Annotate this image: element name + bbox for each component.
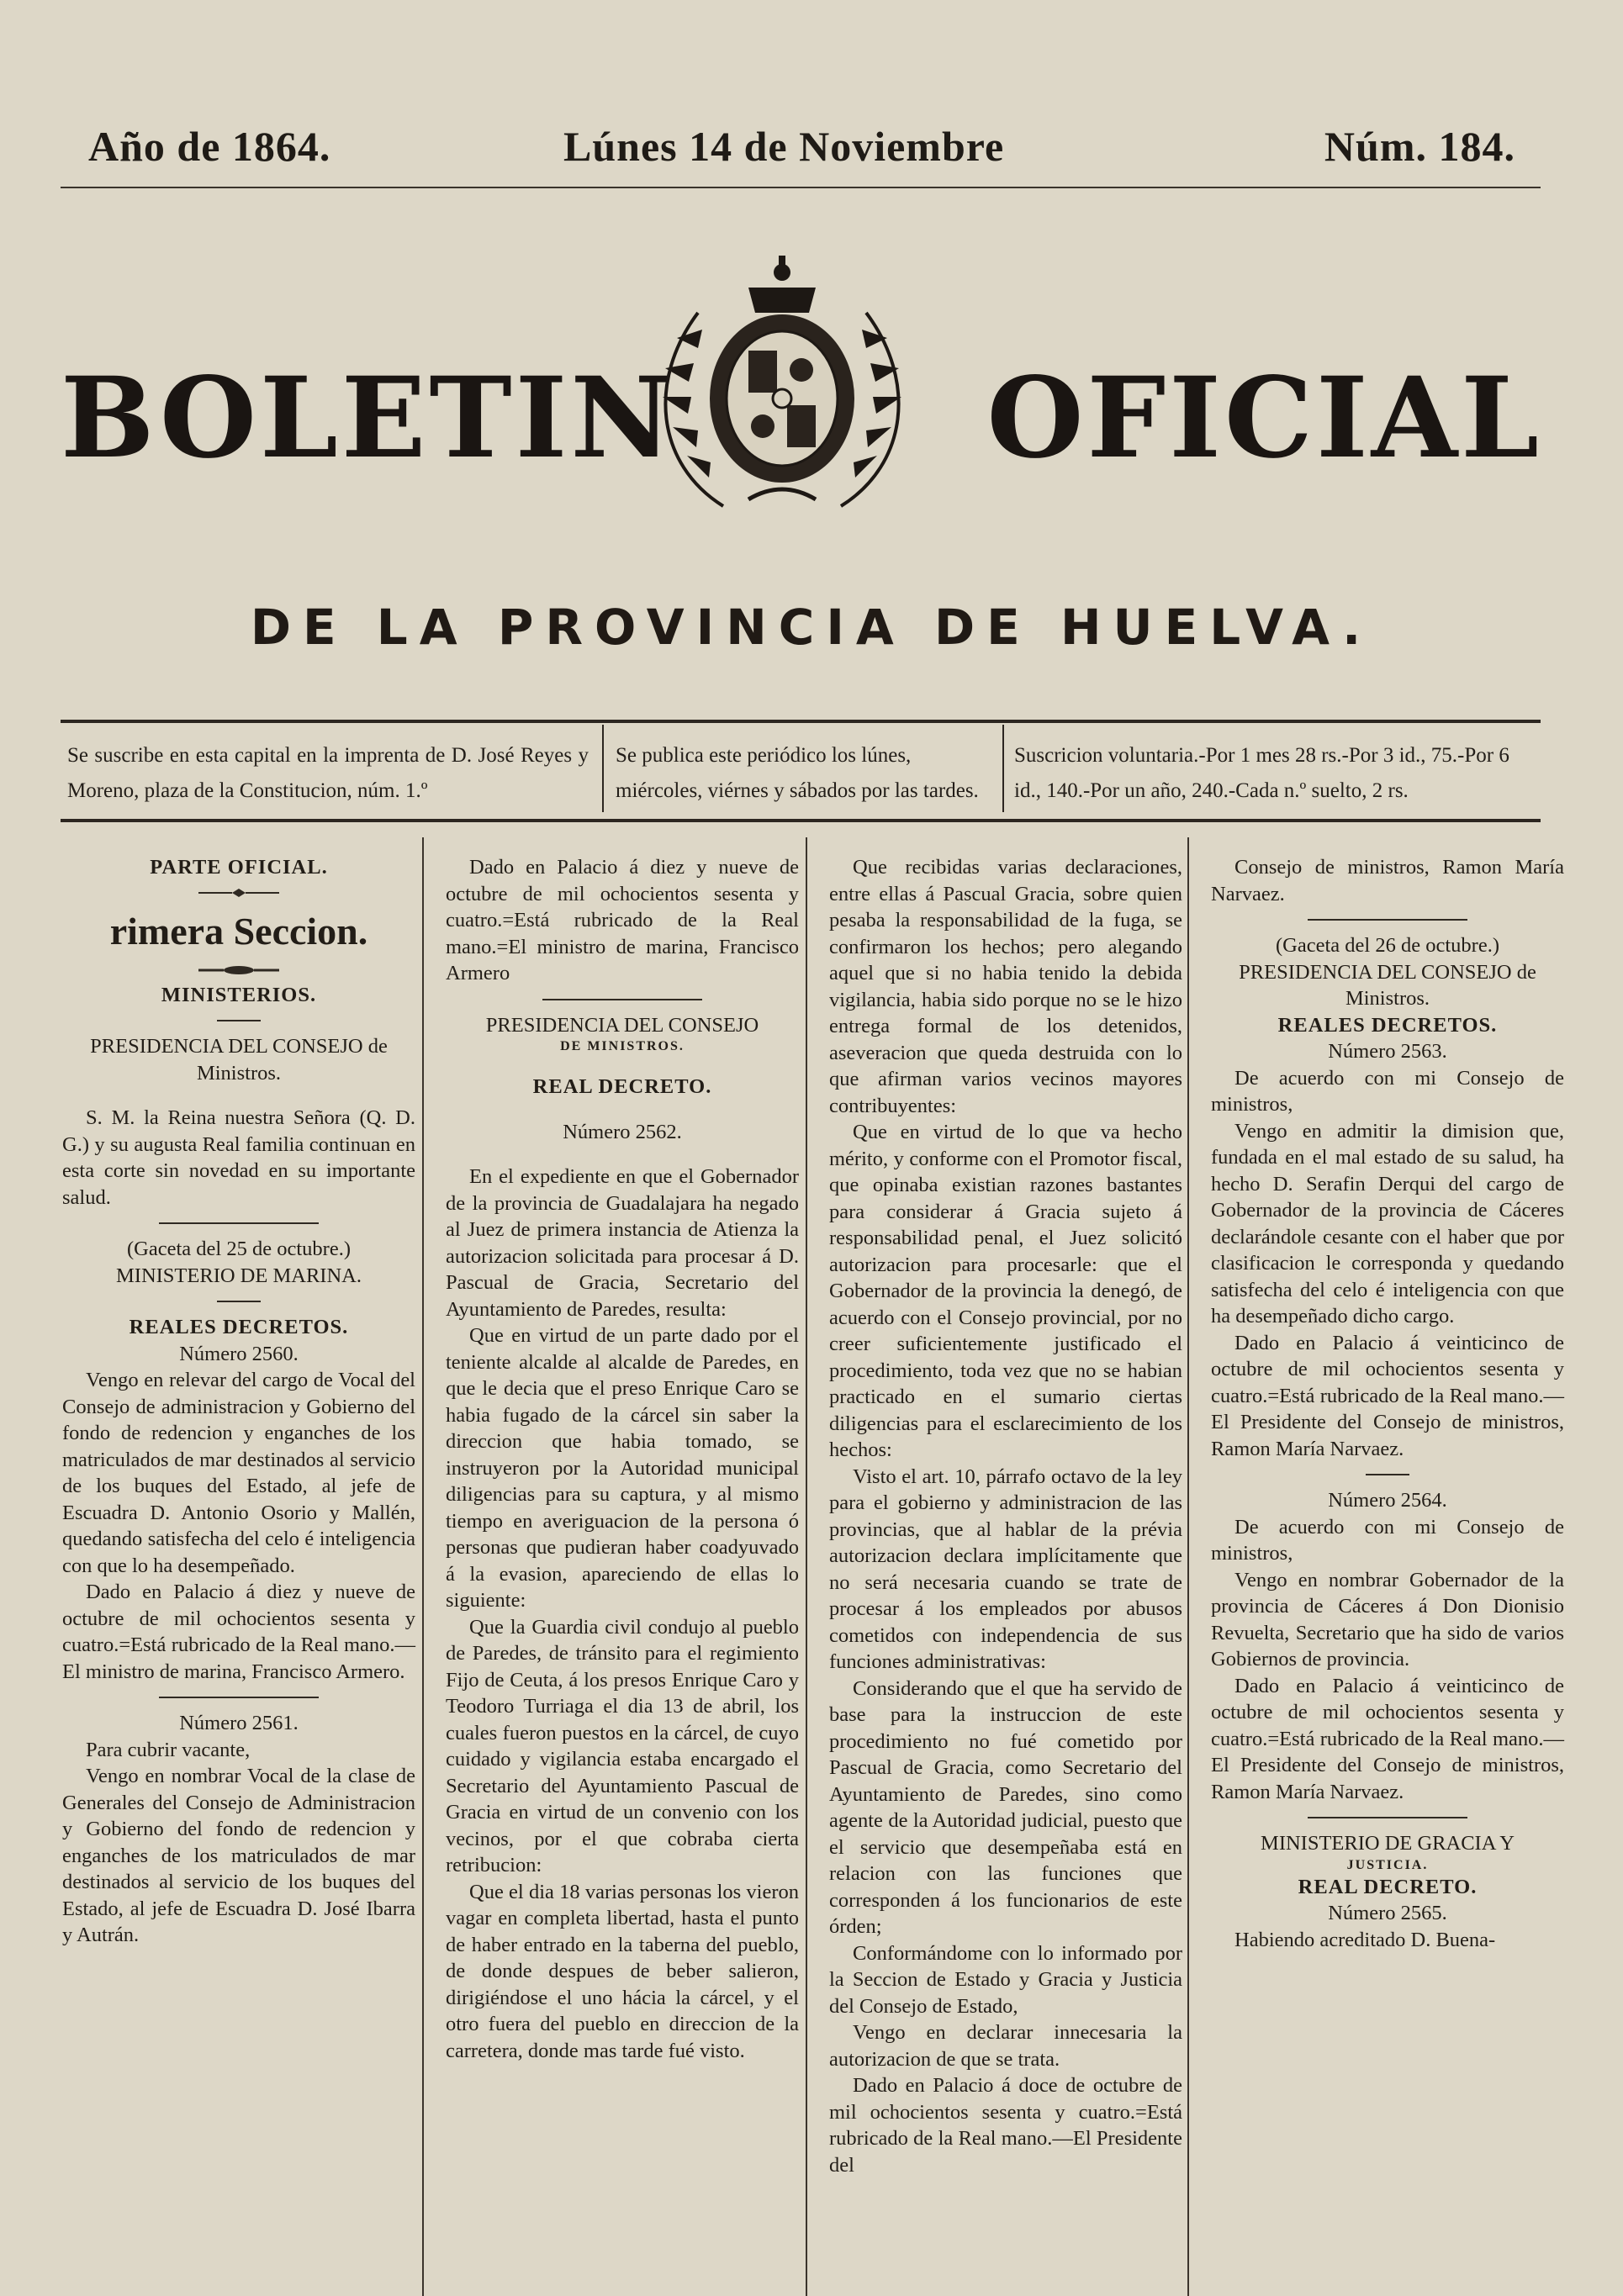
column-rule — [806, 837, 807, 2296]
masthead-left: BOLETIN — [61, 353, 676, 483]
justicia-label: JUSTICIA. — [1346, 1857, 1429, 1872]
decree-signature: Dado en Palacio á diez y nueve de octubre de mil ochocientos sesenta y cuatro.=Está rubricado de la Real mano.—El ministro de marina, Francisco Armero. — [62, 1581, 415, 1683]
reales-decretos-heading: REALES DECRETOS. — [1277, 1013, 1498, 1037]
issue-year: Año de 1864. — [88, 123, 331, 170]
divider — [1308, 1817, 1467, 1818]
decree-text: Habiendo acreditado D. Buena- — [1234, 1928, 1496, 1951]
decree-signature: Dado en Palacio á diez y nueve de octubre de mil ochocientos sesenta y cuatro.=Está rubricado de la Real mano.=El ministro de marina, Francisco Armero — [446, 856, 799, 984]
column-1 — [62, 854, 415, 1949]
issue-number: Núm. 184. — [1324, 123, 1515, 170]
ornament-icon — [198, 965, 279, 975]
ministerio-marina-heading: MINISTERIO DE MARINA. — [116, 1264, 362, 1287]
column-4 — [1211, 854, 1564, 1953]
divider — [1366, 1474, 1409, 1475]
de-ministros-label: DE MINISTROS. — [560, 1039, 685, 1053]
decree-number: Número 2560. — [179, 1342, 299, 1365]
info-band-separator — [602, 725, 604, 812]
decree-text: De acuerdo con mi Consejo de ministros, — [1211, 1515, 1564, 1565]
decree-text: Considerando que el que ha servido de base para la instruccion de este procedimiento no fué cometido por Pascual de Gracia, como Secretario del Ayuntamiento de Paredes, sino como agente de la Autoridad judicial, puesto que el servicio que desempeñaba está en relacion con las funciones que corresponden á los funcionarios de este órden; — [829, 1676, 1182, 1938]
subscription-prices: Suscricion voluntaria.-Por 1 mes 28 rs.-Por 3 id., 75.-Por 6 id., 140.-Por un año, 240.-Cada n.º suelto, 2 rs. — [1014, 744, 1509, 802]
royal-coat-of-arms-icon — [622, 254, 942, 531]
section-heading: rimera Seccion. — [109, 909, 368, 953]
ministerios-heading: MINISTERIOS. — [161, 983, 317, 1006]
decree-text: Vengo en declarar innecesaria la autorizacion de que se trata. — [829, 2021, 1182, 2071]
presidencia-heading: PRESIDENCIA DEL CONSEJO de Ministros. — [1239, 960, 1536, 1010]
decree-number: Número 2565. — [1328, 1902, 1447, 1924]
decree-signature: Consejo de ministros, Ramon María Narvaez. — [1211, 856, 1564, 905]
presidencia-heading: PRESIDENCIA DEL CONSEJO — [485, 1013, 759, 1037]
ornament-icon — [198, 888, 279, 898]
decree-text: Conformándome con lo informado por la Seccion de Estado y Gracia y Justicia del Consejo de Estado, — [829, 1941, 1182, 2018]
decree-text: De acuerdo con mi Consejo de ministros, — [1211, 1066, 1564, 1116]
column-rule — [1187, 837, 1189, 2296]
info-band-bottom-rule — [61, 819, 1541, 822]
issue-date: Lúnes 14 de Noviembre — [563, 123, 1005, 170]
masthead-subtitle: DE LA PROVINCIA DE HUELVA. — [250, 599, 1373, 656]
decree-text: Visto el art. 10, párrafo octavo de la ley para el gobierno y administracion de las provincias, que al hablar de la prévia autorizacion declara implícitamente que no será necesaria cuando se trate de procesar á los empleados por abusos cometidos con independencia de sus funciones administrativas: — [829, 1465, 1182, 1673]
decree-text: Que el dia 18 varias personas los vieron vagar en completa libertad, hasta el punto de haber entrado en la taberna del pueblo, de donde despues de beber salieron, dirigiéndose el uno hácia la cárcel, y el otro fuera del pueblo en direccion de la carretera, donde mas tarde fué visto. — [446, 1880, 799, 2062]
decree-number: Número 2561. — [179, 1712, 299, 1734]
decree-text: Que la Guardia civil condujo al pueblo de Paredes, de tránsito para el regimiento Fijo de Ceuta, á los presos Enrique Caro y Teodoro Turriaga el dia 13 de abril, los cuales fueron puestos en la cárcel, de cuyo cuidado y vigilancia estaba encargado el Secretario del Ayuntamiento Pascual de Gracia en virtud de un convenio con los vecinos, por el que cobraba cierta retribucion: — [446, 1615, 799, 1876]
decree-number: Número 2562. — [563, 1120, 682, 1143]
decree-number: Número 2563. — [1328, 1040, 1447, 1063]
decree-number: Número 2564. — [1328, 1489, 1447, 1512]
gaceta-reference: (Gaceta del 25 de octubre.) — [127, 1238, 351, 1260]
column-rule — [422, 837, 424, 2296]
column-3 — [829, 854, 1182, 2178]
divider — [159, 1222, 319, 1224]
decree-signature: Dado en Palacio á doce de octubre de mil ochocientos sesenta y cuatro.=Está rubricado de la Real mano.—El Presidente del — [829, 2074, 1182, 2177]
presidencia-heading: PRESIDENCIA DEL CONSEJO de Ministros. — [90, 1035, 388, 1085]
decree-text: Que recibidas varias declaraciones, entre ellas á Pascual Gracia, sobre quien pesaba la responsabilidad de la fuga, se confirmaron los hechos; pero alegando aquel que si no habia tenido la debida vigilancia, habia sido porque no se le hizo entrega formal de los detenidos, aseveracion que queda destruida con lo que afirman varios vecinos mayores contribuyentes: — [829, 856, 1182, 1117]
info-band-top-rule — [61, 720, 1541, 723]
decree-signature: Dado en Palacio á veinticinco de octubre de mil ochocientos sesenta y cuatro.=Está rubricado de la Real mano.—El Presidente del Consejo de ministros, Ramon María Narvaez. — [1211, 1331, 1564, 1460]
decree-text: Que en virtud de lo que va hecho mérito, y conforme con el Promotor fiscal, que opinaba existian razones bastantes para considerar á Gracia sujeto á responsabilidad penal, el Juez solicitó autorizacion para procesarle: que el Gobernador de la provincia la denegó, de acuerdo con el Consejo provincial, por no creer suficientemente justificado el procedimiento, toda vez que no se habian practicado en el sumario ciertas diligencias para el esclarecimiento de los hechos: — [829, 1121, 1182, 1461]
reales-decretos-heading: REALES DECRETOS. — [129, 1316, 349, 1338]
header-rule — [61, 187, 1541, 188]
decree-text: Vengo en nombrar Gobernador de la provincia de Cáceres á Don Dionisio Revuelta, Secretario que ha sido de varios Gobiernos de provincia. — [1211, 1568, 1564, 1671]
decree-text: En el expediente en que el Gobernador de la provincia de Guadalajara ha negado al Juez de primera instancia de Atienza la autorizacion solicitada para procesar á D. Pascual de Gracia, Secretario del Ayuntamiento de Paredes, resulta: — [446, 1165, 799, 1321]
health-notice: S. M. la Reina nuestra Señora (Q. D. G.) y su augusta Real familia continuan en esta corte sin novedad en su importante salud. — [62, 1106, 415, 1209]
decree-text: Vengo en relevar del cargo de Vocal del Consejo de administracion y Gobierno del fondo de redencion y enganches de los matriculados de mar destinados al servicio de los buques del Estado, al jefe de Escuadra D. Antonio Osorio y Mallén, quedando satisfecha del celo é inteligencia con que lo ha desempeñado. — [62, 1369, 415, 1577]
divider — [542, 999, 702, 1000]
decree-text: Vengo en admitir la dimision que, fundada en el mal estado de su salud, ha hecho D. Serafin Derqui del cargo de Gobernador de la provincia de Cáceres declarándole cesante con el haber que por clasificacion le corresponda y quedando satisfecha del celo é inteligencia con que ha desempeñado dicho cargo. — [1211, 1119, 1564, 1327]
decree-signature: Dado en Palacio á veinticinco de octubre de mil ochocientos sesenta y cuatro.=Está rubricado de la Real mano.—El Presidente del Consejo de ministros, Ramon María Narvaez. — [1211, 1674, 1564, 1803]
divider — [217, 1020, 261, 1021]
section-parte-oficial: PARTE OFICIAL. — [150, 856, 328, 879]
masthead-right: OFICIAL — [986, 353, 1542, 483]
decree-text: Que en virtud de un parte dado por el teniente alcalde al alcalde de Paredes, en que le decia que el preso Enrique Caro se habia fugado de la cárcel sin saber la direccion que habia tomado, se instruyeron por la Autoridad municipal diligencias para su captura, y al mismo tiempo en averiguacion de la persona ó personas que pudieran haber coadyuvado á la evasion, apareciendo de ellas lo siguiente: — [446, 1324, 799, 1612]
info-band-separator — [1002, 725, 1004, 812]
publication-days: Se publica este periódico los lúnes, miércoles, viérnes y sábados por las tardes. — [616, 744, 979, 802]
divider — [217, 1301, 261, 1302]
subscription-place: Se suscribe en esta capital en la imprenta de D. José Reyes y Moreno, plaza de la Constitucion, núm. 1.º — [67, 744, 589, 802]
real-decreto-heading: REAL DECRETO. — [1298, 1875, 1478, 1898]
gaceta-reference: (Gaceta del 26 de octubre.) — [1276, 934, 1499, 957]
real-decreto-heading: REAL DECRETO. — [532, 1075, 712, 1098]
decree-text: Para cubrir vacante, — [86, 1738, 251, 1761]
divider — [159, 1697, 319, 1698]
decree-text: Vengo en nombrar Vocal de la clase de Generales del Consejo de Administracion y Gobierno del fondo de redencion y enganches de los matriculados de mar destinados al servicio de los buques del Estado, al jefe de Escuadra D. José Ibarra y Autrán. — [62, 1765, 415, 1946]
ministerio-gracia-heading: MINISTERIO DE GRACIA Y — [1261, 1832, 1515, 1855]
column-2 — [446, 854, 799, 2064]
divider — [1308, 919, 1467, 921]
